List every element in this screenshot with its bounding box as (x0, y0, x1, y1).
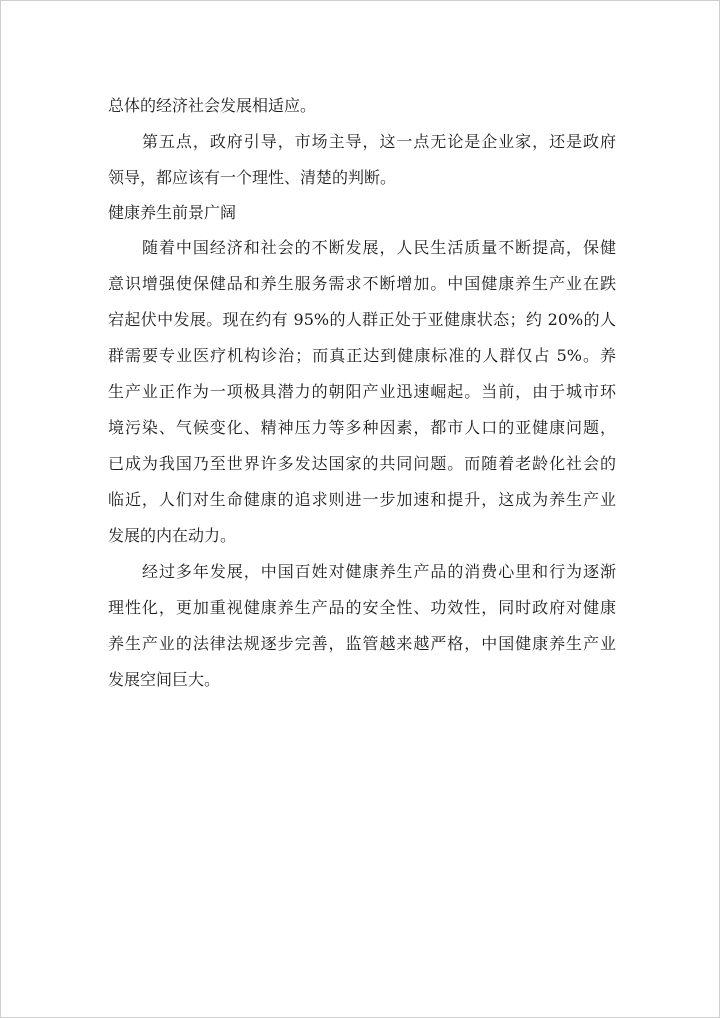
document-body (108, 88, 616, 698)
paragraph-4 (108, 554, 616, 698)
text-line: 养生产业的法律法规逐步完善，监管越来越严格，中国健康养生产业 (108, 634, 616, 653)
text-line: 经过多年发展，中国百姓对健康养生产品的消费心里和行为逐渐 (142, 562, 616, 581)
text-line: 理性化，更加重视健康养生产品的安全性、功效性，同时政府对健康 (108, 598, 616, 617)
text-line: 境污染、气候变化、精神压力等多种因素，都市人口的亚健康问题， (108, 418, 616, 437)
text-line: 临近，人们对生命健康的追求则进一步加速和提升，这成为养生产业 (108, 490, 616, 509)
text-line: 意识增强使保健品和养生服务需求不断增加。中国健康养生产业在跌 (108, 274, 616, 293)
text-line: 生产业正作为一项极具潜力的朝阳产业迅速崛起。当前，由于城市环 (108, 382, 616, 401)
text-line: 已成为我国乃至世界许多发达国家的共同问题。而随着老龄化社会的 (108, 454, 616, 473)
text-line: 群需要专业医疗机构诊治；而真正达到健康标准的人群仅占 5%。养 (108, 346, 616, 365)
text-line: 随着中国经济和社会的不断发展，人民生活质量不断提高，保健 (142, 238, 616, 257)
text-line: 第五点，政府引导，市场主导，这一点无论是企业家，还是政府 (142, 132, 616, 151)
text-line: 宕起伏中发展。现在约有 95%的人群正处于亚健康状态；约 20%的人 (108, 310, 616, 329)
paragraph-2 (108, 124, 616, 196)
text-line: 领导，都应该有一个理性、清楚的判断。 (108, 168, 397, 187)
paragraph-1 (108, 88, 616, 124)
text-line: 总体的经济社会发展相适应。 (108, 96, 317, 115)
text-line: 发展空间巨大。 (108, 670, 221, 689)
section-heading: 健康养生前景广阔 (108, 203, 237, 222)
paragraph-3 (108, 230, 616, 554)
text-line: 发展的内在动力。 (108, 526, 237, 545)
